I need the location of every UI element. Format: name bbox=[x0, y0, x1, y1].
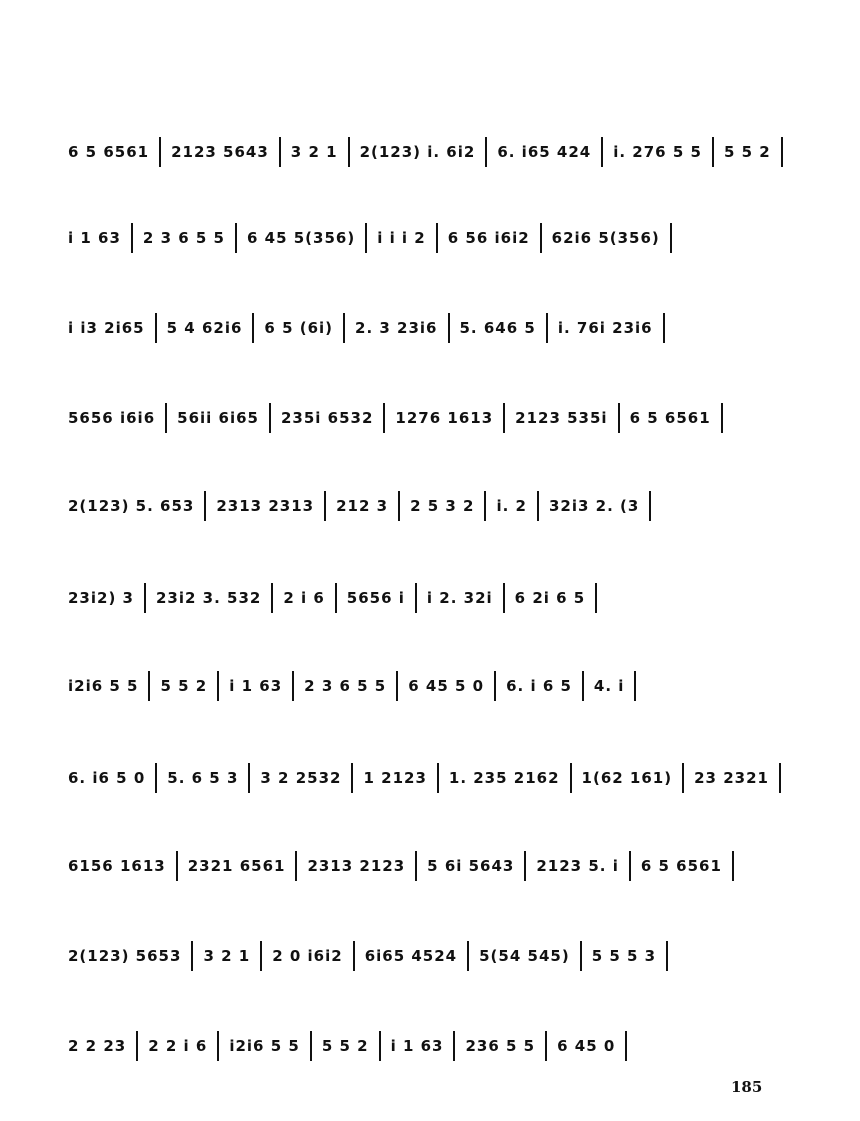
barline bbox=[682, 763, 684, 793]
score-line bbox=[68, 666, 758, 706]
measure: 1276 1613 bbox=[395, 409, 494, 427]
barline bbox=[398, 491, 400, 521]
measure: 6 5 6561 bbox=[640, 857, 722, 875]
measure: 1. 235 2162 bbox=[448, 769, 560, 787]
barline bbox=[191, 941, 193, 971]
barline bbox=[663, 313, 665, 343]
measure: i2i6 5 5 bbox=[229, 1037, 300, 1055]
measure: i 2. 32i bbox=[426, 589, 493, 607]
measure: 23i2 3. 532 bbox=[155, 589, 262, 607]
measure: 1 2123 bbox=[363, 769, 427, 787]
barline bbox=[721, 403, 723, 433]
barline bbox=[537, 491, 539, 521]
measure: i 1 63 bbox=[390, 1037, 444, 1055]
score-line bbox=[68, 486, 758, 526]
barline bbox=[448, 313, 450, 343]
measure: 5 5 2 bbox=[723, 143, 771, 161]
barline bbox=[503, 403, 505, 433]
measure: 23i2) 3 bbox=[68, 589, 134, 607]
barline bbox=[570, 763, 572, 793]
barline bbox=[453, 1031, 455, 1061]
barline bbox=[732, 851, 734, 881]
measure: 56ii 6i65 bbox=[177, 409, 259, 427]
barline bbox=[494, 671, 496, 701]
measure: 3 2 1 bbox=[203, 947, 251, 965]
measure: 2 3 6 5 5 bbox=[304, 677, 387, 695]
measure: i i i 2 bbox=[377, 229, 426, 247]
barline bbox=[269, 403, 271, 433]
measure: 2321 6561 bbox=[187, 857, 286, 875]
barline bbox=[670, 223, 672, 253]
barline bbox=[437, 763, 439, 793]
barline bbox=[148, 671, 150, 701]
measure: 2 2 23 bbox=[68, 1037, 127, 1055]
barline bbox=[204, 491, 206, 521]
measure: 5. 646 5 bbox=[459, 319, 536, 337]
measure: 5. 6 5 3 bbox=[167, 769, 239, 787]
barline bbox=[467, 941, 469, 971]
barline bbox=[353, 941, 355, 971]
barline bbox=[343, 313, 345, 343]
measure: 2(123) 5653 bbox=[68, 947, 182, 965]
barline bbox=[582, 671, 584, 701]
barline bbox=[155, 313, 157, 343]
barline bbox=[295, 851, 297, 881]
barline bbox=[155, 763, 157, 793]
measure: 23 2321 bbox=[694, 769, 769, 787]
barline bbox=[524, 851, 526, 881]
barline bbox=[379, 1031, 381, 1061]
barline bbox=[260, 941, 262, 971]
barline bbox=[144, 583, 146, 613]
page-number: 185 bbox=[731, 1078, 763, 1096]
barline bbox=[217, 671, 219, 701]
barline bbox=[580, 941, 582, 971]
measure: 6 45 0 bbox=[557, 1037, 616, 1055]
score-line bbox=[68, 1026, 758, 1066]
score-line bbox=[68, 936, 758, 976]
measure: 6. i65 424 bbox=[497, 143, 592, 161]
measure: 2123 5643 bbox=[171, 143, 269, 161]
measure: 6. i6 5 0 bbox=[68, 769, 146, 787]
barline bbox=[779, 763, 781, 793]
barline bbox=[351, 763, 353, 793]
barline bbox=[279, 137, 281, 167]
barline bbox=[415, 583, 417, 613]
measure: 3 2 1 bbox=[290, 143, 338, 161]
measure: i 1 63 bbox=[68, 229, 121, 247]
barline bbox=[781, 137, 783, 167]
measure: 2 5 3 2 bbox=[410, 497, 475, 515]
measure: 2123 535i bbox=[515, 409, 608, 427]
measure: 6 2i 6 5 bbox=[514, 589, 586, 607]
measure: i. 76i 23i6 bbox=[557, 319, 653, 337]
barline bbox=[649, 491, 651, 521]
barline bbox=[601, 137, 603, 167]
measure: 2313 2313 bbox=[216, 497, 315, 515]
measure: i 1 63 bbox=[229, 677, 283, 695]
barline bbox=[348, 137, 350, 167]
barline bbox=[248, 763, 250, 793]
measure: i. 2 bbox=[496, 497, 527, 515]
measure: 212 3 bbox=[336, 497, 389, 515]
barline bbox=[484, 491, 486, 521]
measure: 6 5 6561 bbox=[629, 409, 711, 427]
barline bbox=[436, 223, 438, 253]
measure: 2 2 i 6 bbox=[148, 1037, 208, 1055]
barline bbox=[666, 941, 668, 971]
measure: 6 45 5(356) bbox=[246, 229, 356, 247]
barline bbox=[625, 1031, 627, 1061]
measure: 2. 3 23i6 bbox=[355, 319, 438, 337]
barline bbox=[546, 313, 548, 343]
barline bbox=[136, 1031, 138, 1061]
barline bbox=[217, 1031, 219, 1061]
measure: 4. i bbox=[593, 677, 625, 695]
measure: 6 5 6561 bbox=[68, 143, 150, 161]
measure: 6156 1613 bbox=[68, 857, 166, 875]
measure: 5(54 545) bbox=[479, 947, 570, 965]
measure: 2123 5. i bbox=[536, 857, 619, 875]
barline bbox=[383, 403, 385, 433]
measure: 6i65 4524 bbox=[364, 947, 458, 965]
score-line bbox=[68, 218, 758, 258]
measure: i. 276 5 5 bbox=[613, 143, 702, 161]
measure: 5 5 5 3 bbox=[591, 947, 657, 965]
measure: 6 45 5 0 bbox=[408, 677, 485, 695]
barline bbox=[235, 223, 237, 253]
barline bbox=[629, 851, 631, 881]
barline bbox=[324, 491, 326, 521]
measure: 62i6 5(356) bbox=[551, 229, 660, 247]
barline bbox=[176, 851, 178, 881]
barline bbox=[310, 1031, 312, 1061]
barline bbox=[634, 671, 636, 701]
measure: 1(62 161) bbox=[581, 769, 673, 787]
measure: 3 2 2532 bbox=[260, 769, 342, 787]
measure: 5656 i bbox=[346, 589, 405, 607]
barline bbox=[545, 1031, 547, 1061]
measure: 6 56 i6i2 bbox=[447, 229, 530, 247]
measure: 236 5 5 bbox=[465, 1037, 536, 1055]
barline bbox=[165, 403, 167, 433]
measure: 2 0 i6i2 bbox=[272, 947, 343, 965]
measure: 6 5 (6i) bbox=[264, 319, 334, 337]
barline bbox=[252, 313, 254, 343]
score-line bbox=[68, 308, 758, 348]
measure: i i3 2i65 bbox=[68, 319, 145, 337]
score-line bbox=[68, 398, 758, 438]
measure: 2(123) 5. 653 bbox=[68, 497, 195, 515]
score-line bbox=[68, 846, 758, 886]
measure: 5656 i6i6 bbox=[68, 409, 156, 427]
measure: 5 4 62i6 bbox=[166, 319, 243, 337]
measure: 32i3 2. (3 bbox=[548, 497, 640, 515]
barline bbox=[292, 671, 294, 701]
barline bbox=[485, 137, 487, 167]
barline bbox=[712, 137, 714, 167]
barline bbox=[540, 223, 542, 253]
measure: 2313 2123 bbox=[307, 857, 406, 875]
barline bbox=[595, 583, 597, 613]
barline bbox=[365, 223, 367, 253]
score-line bbox=[68, 578, 758, 618]
measure: 2 3 6 5 5 bbox=[142, 229, 225, 247]
barline bbox=[415, 851, 417, 881]
music-score bbox=[68, 0, 771, 1121]
barline bbox=[271, 583, 273, 613]
measure: 5 5 2 bbox=[321, 1037, 369, 1055]
barline bbox=[618, 403, 620, 433]
barline bbox=[396, 671, 398, 701]
measure: 235i 6532 bbox=[280, 409, 374, 427]
barline bbox=[503, 583, 505, 613]
barline bbox=[131, 223, 133, 253]
score-line bbox=[68, 132, 771, 172]
measure: 2(123) i. 6i2 bbox=[359, 143, 476, 161]
measure: 5 5 2 bbox=[160, 677, 208, 695]
measure: i2i6 5 5 bbox=[68, 677, 139, 695]
barline bbox=[159, 137, 161, 167]
measure: 2 i 6 bbox=[283, 589, 325, 607]
score-line bbox=[68, 758, 769, 798]
measure: 6. i 6 5 bbox=[506, 677, 572, 695]
barline bbox=[335, 583, 337, 613]
measure: 5 6i 5643 bbox=[427, 857, 515, 875]
